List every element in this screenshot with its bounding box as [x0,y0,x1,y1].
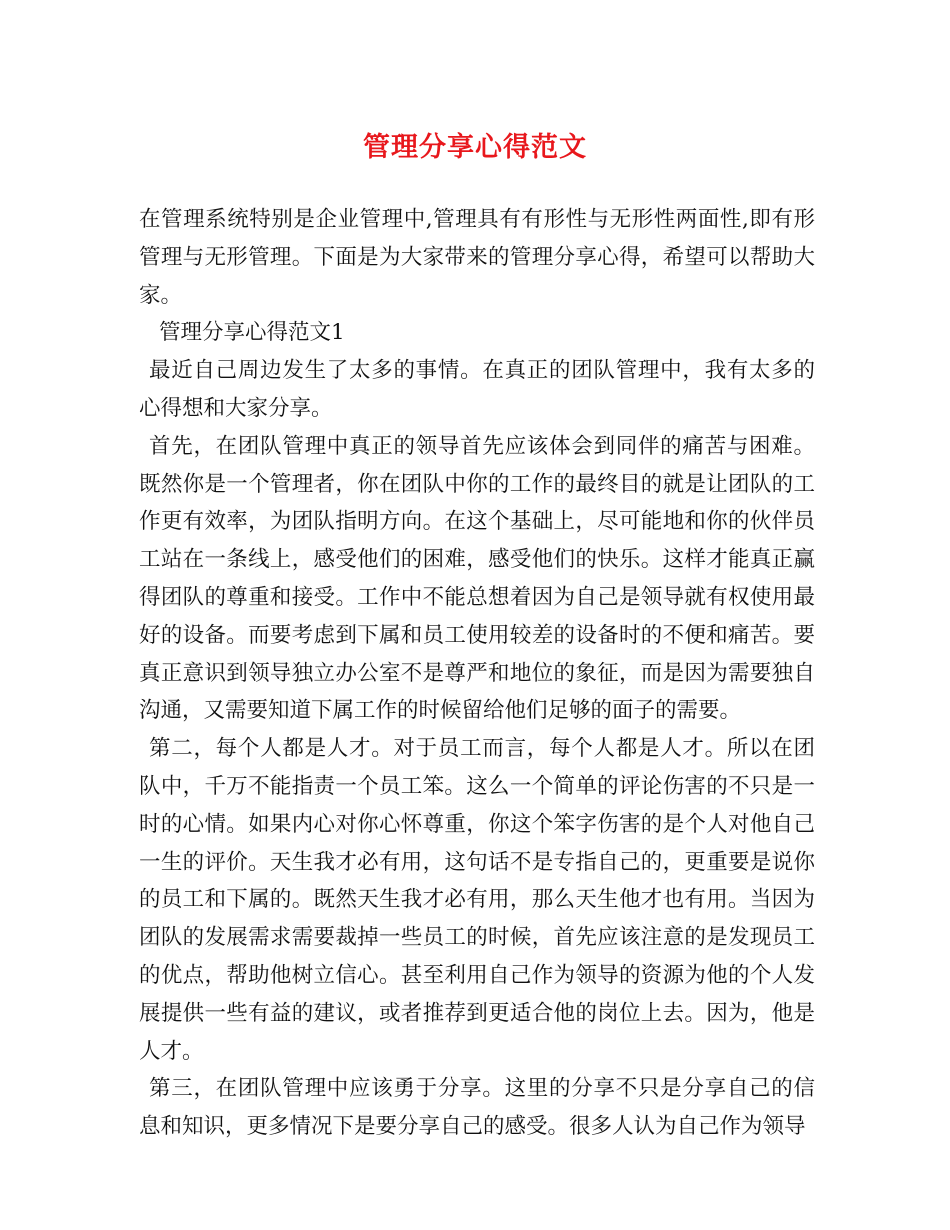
document-body [139,201,815,1146]
body-paragraph: 第三，在团队管理中应该勇于分享。这里的分享不只是分享自己的信息和知识，更多情况下是要分享自己的感受。很多人认为自己作为领导 [139,1076,815,1140]
document-title: 管理分享心得范文 [363,132,587,163]
body-paragraph: 最近自己周边发生了太多的事情。在真正的团队管理中，我有太多的心得想和大家分享。 [139,358,815,421]
section-heading: 管理分享心得范文1 [159,320,345,346]
body-paragraph: 首先，在团队管理中真正的领导首先应该体会到同伴的痛苦与困难。既然你是一个管理者，你在团队中你的工作的最终目的就是让团队的工作更有效率，为团队指明方向。在这个基础上，尽可能地和你的伙伴员工站在一条线上，感受他们的困难，感受他们的快乐。这样才能真正赢得团队的尊重和接受。工作中不能总想着因为自己是领导就有权使用最好的设备。而要考虑到下属和员工使用较差的设备时的不便和痛苦。要真正意识到领导独立办公室不是尊严和地位的象征，而是因为需要独自沟通，又需要知道下属工作的时候留给他们足够的面子的需要。 [139,433,815,724]
body-paragraph: 第二，每个人都是人才。对于员工而言，每个人都是人才。所以在团队中，千万不能指责一个员工笨。这么一个简单的评论伤害的不只是一时的心情。如果内心对你心怀尊重，你这个笨字伤害的是个人对他自己一生的评价。天生我才必有用，这句话不是专指自己的，更重要是说你的员工和下属的。既然天生我才必有用，那么天生他才也有用。当因为团队的发展需求需要裁掉一些员工的时候，首先应该注意的是发现员工的优点，帮助他树立信心。甚至利用自己作为领导的资源为他的个人发展提供一些有益的建议，或者推荐到更适合他的岗位上去。因为，他是人才。 [139,736,815,1064]
intro-paragraph: 在管理系统特别是企业管理中,管理具有有形性与无形性两面性,即有形管理与无形管理。下面是为大家带来的管理分享心得，希望可以帮助大家。 [139,207,815,308]
